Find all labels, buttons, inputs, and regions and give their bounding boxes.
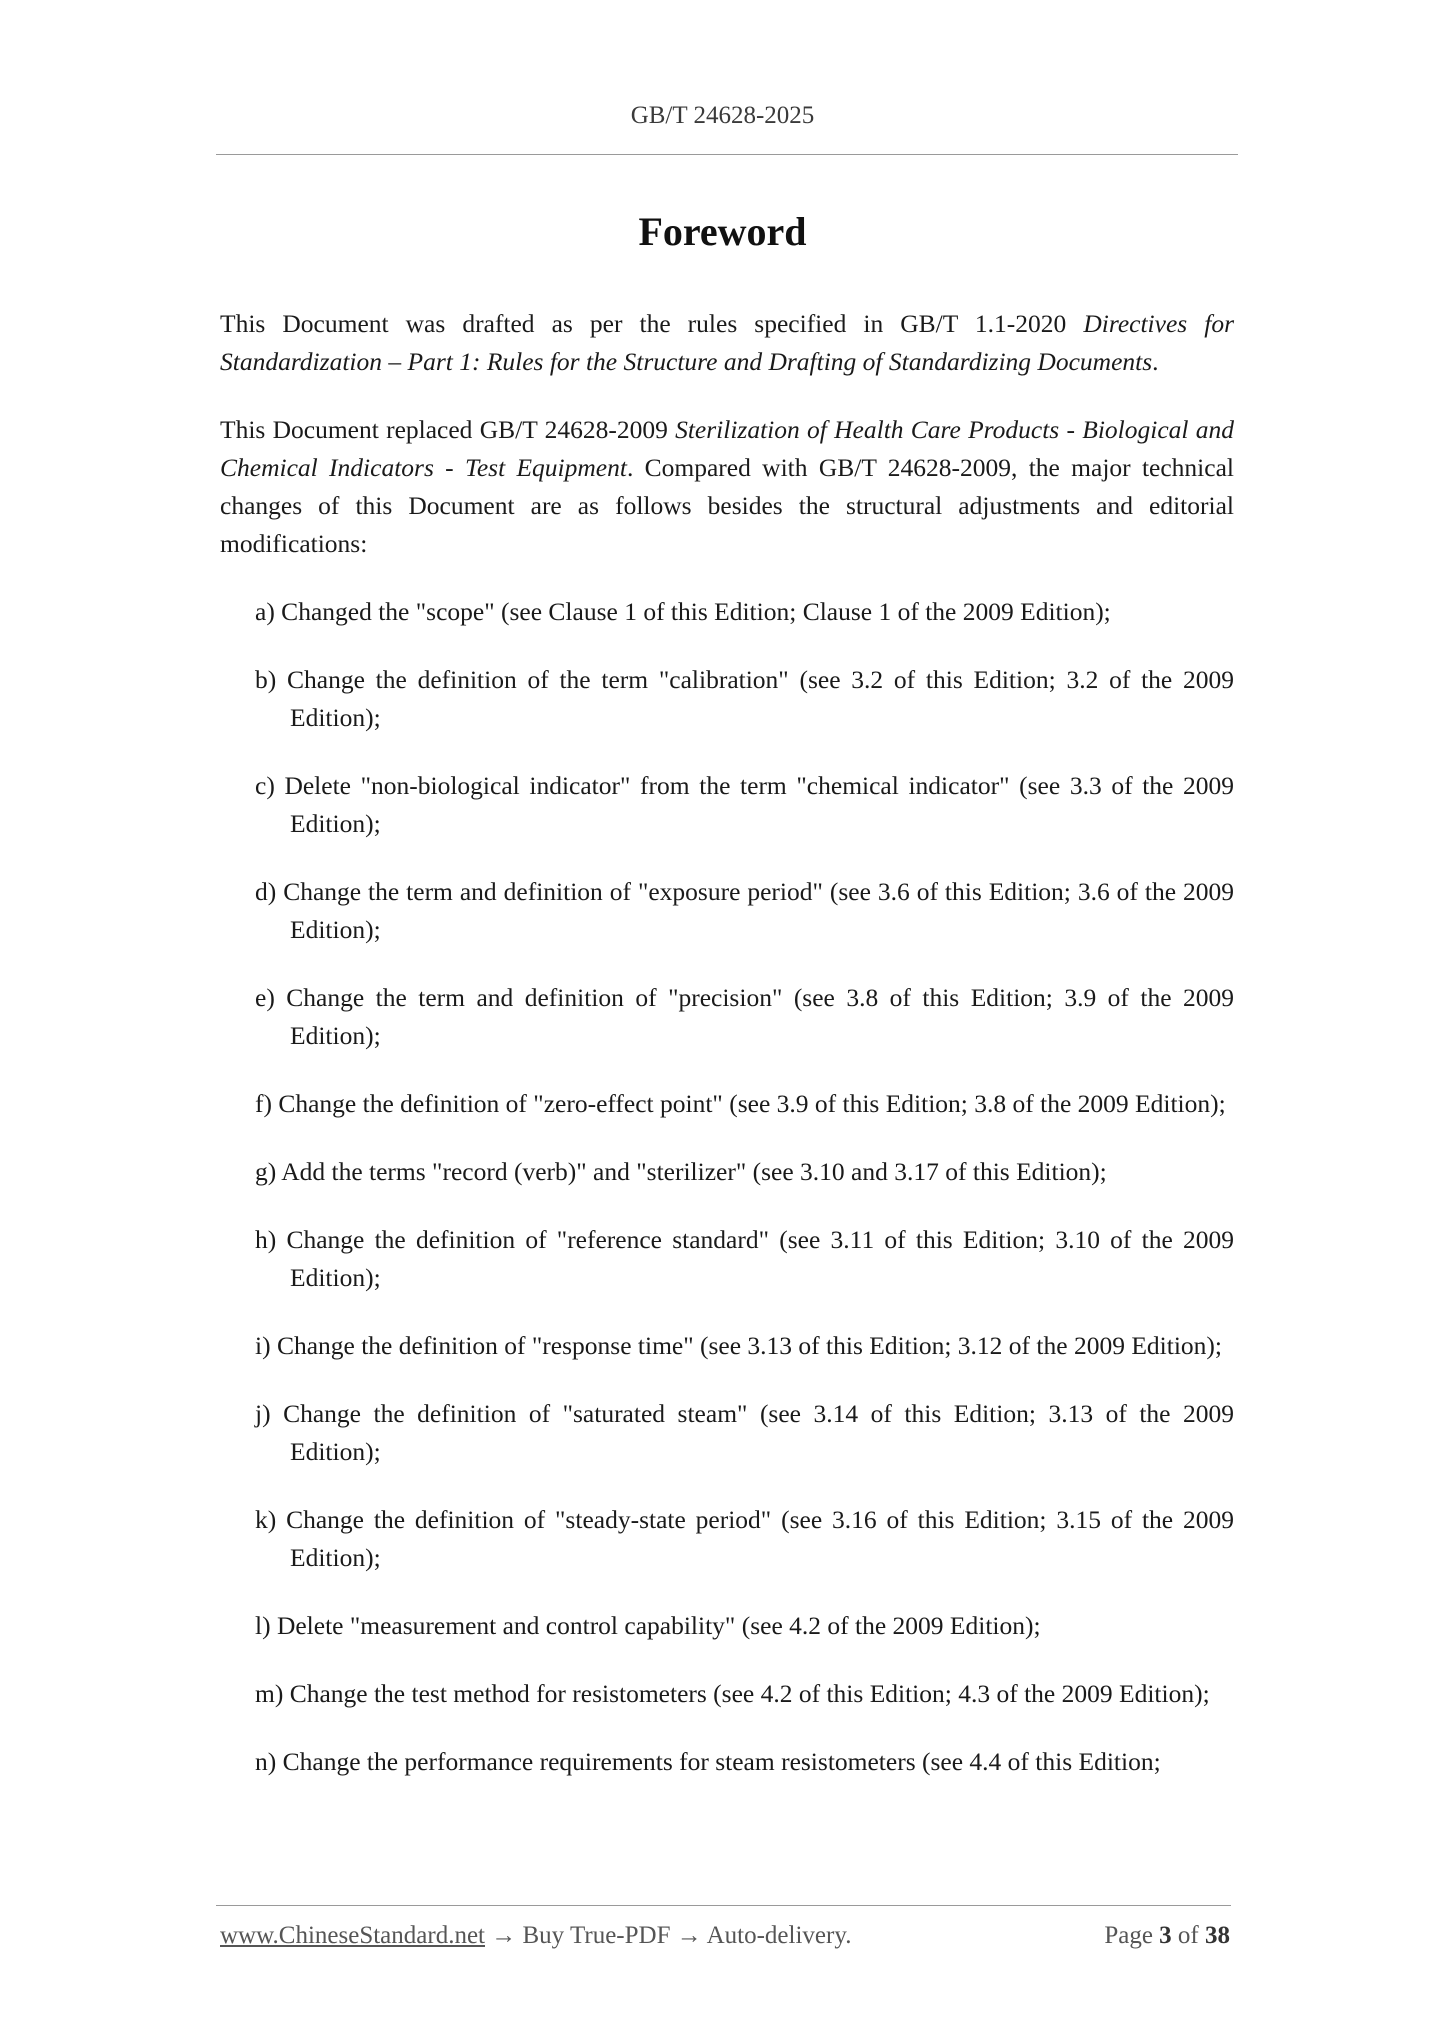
- list-item: f) Change the definition of "zero-effect point" (see 3.9 of this Edition; 3.8 of the 2009 Edition);: [255, 1089, 1226, 1118]
- page-current: 3: [1159, 1922, 1172, 1949]
- list-item: c) Delete "non-biological indicator" from the term "chemical indicator" (see 3.3 of the 2009 Edition);: [255, 771, 1234, 838]
- page-number: [1104, 1922, 1230, 1950]
- list-item: k) Change the definition of "steady-state period" (see 3.16 of this Edition; 3.15 of the 2009 Edition);: [255, 1505, 1234, 1572]
- list-item: b) Change the definition of the term "calibration" (see 3.2 of this Edition; 3.2 of the 2009 Edition);: [255, 665, 1234, 732]
- page-label: Page: [1104, 1922, 1153, 1949]
- paragraph-drafting-rules-text: This Document was drafted as per the rules specified in GB/T 1.1-2020: [220, 309, 1084, 338]
- header-divider: [216, 154, 1238, 155]
- list-item: h) Change the definition of "reference standard" (see 3.11 of this Edition; 3.10 of the 2009 Edition);: [255, 1225, 1234, 1292]
- paragraph-replacement-title: Sterilization of Health Care Products - Biological and Chemical Indicators - Test Equipment: [220, 415, 1234, 482]
- footer-buy-text: Buy True-PDF: [522, 1922, 671, 1949]
- list-item: i) Change the definition of "response time" (see 3.13 of this Edition; 3.12 of the 2009 Edition);: [255, 1331, 1222, 1360]
- page-of-label: of: [1177, 1922, 1199, 1949]
- document-body: [220, 305, 1234, 1811]
- list-item: a) Changed the "scope" (see Clause 1 of this Edition; Clause 1 of the 2009 Edition);: [255, 597, 1111, 626]
- page-total: 38: [1205, 1922, 1230, 1949]
- page-footer: [220, 1922, 1230, 1962]
- list-item: d) Change the term and definition of "exposure period" (see 3.6 of this Edition; 3.6 of the 2009 Edition);: [255, 877, 1234, 944]
- list-item: g) Add the terms "record (verb)" and "sterilizer" (see 3.10 and 3.17 of this Edition);: [255, 1157, 1107, 1186]
- paragraph-replacement: [220, 411, 1234, 563]
- arrow-right-icon: →: [491, 1922, 517, 1949]
- list-item: m) Change the test method for resistometers (see 4.2 of this Edition; 4.3 of the 2009 Edition);: [255, 1679, 1210, 1708]
- footer-divider: [216, 1905, 1231, 1906]
- technical-changes-list: [220, 593, 1234, 1781]
- paragraph-drafting-rules: [220, 305, 1234, 381]
- footer-delivery-text: Auto-delivery.: [706, 1922, 852, 1949]
- paragraph-replacement-text: This Document replaced GB/T 24628-2009: [220, 415, 676, 444]
- list-item: n) Change the performance requirements for steam resistometers (see 4.4 of this Edition;: [255, 1747, 1161, 1776]
- page-title: Foreword: [638, 209, 807, 254]
- chinesestandard-link[interactable]: www.ChineseStandard.net: [220, 1922, 485, 1949]
- arrow-right-icon: →: [676, 1922, 702, 1949]
- list-item: j) Change the definition of "saturated steam" (see 3.14 of this Edition; 3.13 of the 2009 Edition);: [255, 1399, 1234, 1466]
- paragraph-replacement-rest: . Compared with GB/T 24628-2009, the major technical changes of this Document are as follows besides the structural adjustments and editorial modifications:: [220, 453, 1234, 558]
- list-item: l) Delete "measurement and control capability" (see 4.2 of the 2009 Edition);: [255, 1611, 1041, 1640]
- footer-promo: [220, 1922, 851, 1950]
- paragraph-drafting-rules-end: .: [1152, 347, 1159, 376]
- list-item: e) Change the term and definition of "precision" (see 3.8 of this Edition; 3.9 of the 2009 Edition);: [255, 983, 1234, 1050]
- paragraph-drafting-rules-title: Directives for Standardization – Part 1: Rules for the Structure and Drafting of Standardizing Documents: [220, 309, 1234, 376]
- header-document-code: GB/T 24628-2025: [630, 102, 815, 129]
